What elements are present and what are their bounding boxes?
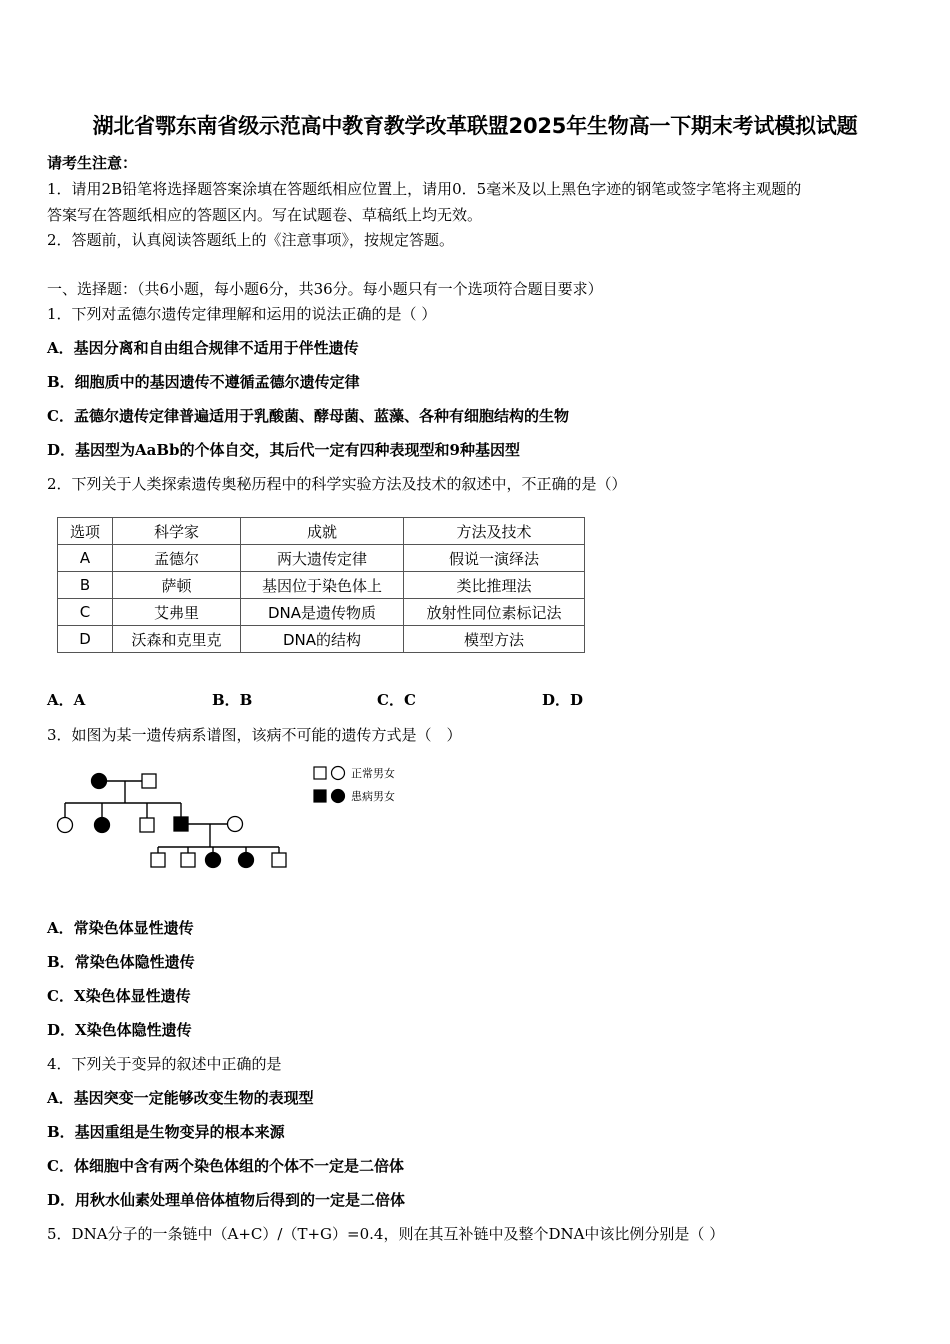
q1-stem: 1．下列对孟德尔遗传定律理解和运用的说法正确的是（ ） bbox=[47, 305, 437, 323]
q4-option-c: C．体细胞中含有两个染色体组的个体不一定是二倍体 bbox=[47, 1157, 404, 1175]
q1-option-d: D．基因型为AaBb的个体自交，其后代一定有四种表现型和9种基因型 bbox=[47, 441, 520, 459]
table-cell: 萨顿 bbox=[113, 572, 241, 599]
notice-line-1: 1．请用2B铅笔将选择题答案涂填在答题纸相应位置上，请用0．5毫米及以上黑色字迹的钢笔或签字笔将主观题的 bbox=[47, 180, 802, 198]
q2-option-a: A．A bbox=[47, 691, 86, 709]
page-title: 湖北省鄂东南省级示范高中教育教学改革联盟2025年生物高一下期末考试模拟试题 bbox=[92, 114, 858, 138]
table-row bbox=[58, 626, 585, 653]
q3-option-d: D．X染色体隐性遗传 bbox=[47, 1021, 192, 1039]
table-cell: B bbox=[58, 572, 113, 599]
table-cell: 两大遗传定律 bbox=[241, 545, 404, 572]
affected-female-symbol bbox=[239, 853, 254, 868]
table-row bbox=[58, 599, 585, 626]
table-header-cell: 科学家 bbox=[113, 518, 241, 545]
table-cell: DNA的结构 bbox=[241, 626, 404, 653]
table-cell: 艾弗里 bbox=[113, 599, 241, 626]
q1-option-c: C．孟德尔遗传定律普遍适用于乳酸菌、酵母菌、蓝藻、各种有细胞结构的生物 bbox=[47, 407, 569, 425]
affected-female-symbol bbox=[92, 774, 107, 789]
q2-option-c: C．C bbox=[377, 691, 416, 709]
notice-heading: 请考生注意： bbox=[47, 154, 138, 172]
table-header-cell: 成就 bbox=[241, 518, 404, 545]
pedigree-chart bbox=[50, 760, 410, 875]
q4-option-b: B．基因重组是生物变异的根本来源 bbox=[47, 1123, 285, 1141]
q5-stem: 5．DNA分子的一条链中（A+C）/（T+G）=0.4，则在其互补链中及整个DNA中该比例分别是（ ） bbox=[47, 1225, 725, 1243]
table-cell: 沃森和克里克 bbox=[113, 626, 241, 653]
table-header-cell: 选项 bbox=[58, 518, 113, 545]
table-row bbox=[58, 572, 585, 599]
legend-affected-male-symbol bbox=[314, 790, 326, 802]
affected-male-symbol bbox=[174, 817, 188, 831]
q2-option-d: D．D bbox=[542, 691, 584, 709]
q2-table bbox=[57, 517, 585, 653]
normal-male-symbol bbox=[151, 853, 165, 867]
q4-option-a: A．基因突变一定能够改变生物的表现型 bbox=[47, 1089, 314, 1107]
q1-option-a: A．基因分离和自由组合规律不适用于伴性遗传 bbox=[47, 339, 359, 357]
table-cell: 放射性同位素标记法 bbox=[404, 599, 585, 626]
table-header-cell: 方法及技术 bbox=[404, 518, 585, 545]
section-heading: 一、选择题：（共6小题，每小题6分，共36分。每小题只有一个选项符合题目要求） bbox=[47, 280, 603, 298]
notice-line-3: 2．答题前，认真阅读答题纸上的《注意事项》，按规定答题。 bbox=[47, 231, 455, 249]
affected-female-symbol bbox=[206, 853, 221, 868]
table-cell: 模型方法 bbox=[404, 626, 585, 653]
normal-male-symbol bbox=[181, 853, 195, 867]
table-cell: A bbox=[58, 545, 113, 572]
legend-affected-female-symbol bbox=[332, 790, 345, 803]
q3-option-a: A．常染色体显性遗传 bbox=[47, 919, 194, 937]
normal-male-symbol bbox=[140, 818, 154, 832]
q2-stem: 2．下列关于人类探索遗传奥秘历程中的科学实验方法及技术的叙述中，不正确的是（） bbox=[47, 475, 627, 493]
q1-option-b: B．细胞质中的基因遗传不遵循孟德尔遗传定律 bbox=[47, 373, 360, 391]
q4-stem: 4．下列关于变异的叙述中正确的是 bbox=[47, 1055, 282, 1073]
affected-female-symbol bbox=[95, 818, 110, 833]
legend-normal-male-symbol bbox=[314, 767, 326, 779]
normal-female-symbol bbox=[58, 818, 73, 833]
legend-normal-female-symbol bbox=[332, 767, 345, 780]
table-cell: 基因位于染色体上 bbox=[241, 572, 404, 599]
table-cell: D bbox=[58, 626, 113, 653]
legend-affected-label: 患病男女 bbox=[351, 790, 395, 803]
normal-male-symbol bbox=[142, 774, 156, 788]
q4-option-d: D．用秋水仙素处理单倍体植物后得到的一定是二倍体 bbox=[47, 1191, 406, 1209]
table-cell: 类比推理法 bbox=[404, 572, 585, 599]
legend-normal-label: 正常男女 bbox=[351, 767, 395, 780]
q2-option-b: B．B bbox=[212, 691, 253, 709]
table-cell: 孟德尔 bbox=[113, 545, 241, 572]
notice-line-2: 答案写在答题纸相应的答题区内。写在试题卷、草稿纸上均无效。 bbox=[47, 206, 483, 224]
table-cell: DNA是遗传物质 bbox=[241, 599, 404, 626]
q3-stem: 3．如图为某一遗传病系谱图，该病不可能的遗传方式是（ ） bbox=[47, 726, 462, 744]
q3-option-c: C．X染色体显性遗传 bbox=[47, 987, 191, 1005]
table-cell: C bbox=[58, 599, 113, 626]
normal-male-symbol bbox=[272, 853, 286, 867]
table-header-row bbox=[58, 518, 585, 545]
table-cell: 假说一演绎法 bbox=[404, 545, 585, 572]
normal-female-symbol bbox=[228, 817, 243, 832]
table-row bbox=[58, 545, 585, 572]
q3-option-b: B．常染色体隐性遗传 bbox=[47, 953, 195, 971]
